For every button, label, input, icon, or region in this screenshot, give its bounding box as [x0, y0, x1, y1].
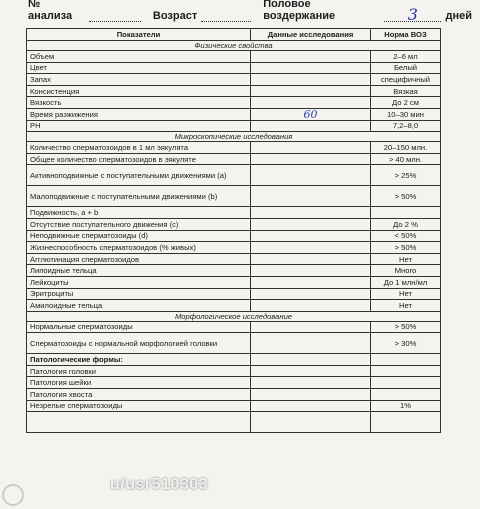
section-header-row: [27, 41, 441, 51]
section-header-row: [27, 132, 441, 142]
result-value: [251, 412, 371, 433]
result-value: [251, 377, 371, 389]
result-value: [251, 62, 371, 74]
who-norm-value: До 1 млн/мл: [371, 276, 441, 288]
analysis-number-field: [28, 0, 145, 22]
result-value: [251, 265, 371, 277]
who-norm-value: До 2 см: [371, 97, 441, 109]
table-row: [27, 62, 441, 74]
analysis-number-value: [89, 8, 141, 22]
result-value: [251, 389, 371, 401]
who-norm-value: [371, 389, 441, 401]
indicator-name: Незрелые сперматозоиды: [27, 400, 251, 412]
result-value: [251, 276, 371, 288]
indicator-name: Эритроциты: [27, 288, 251, 300]
table-row: [27, 276, 441, 288]
who-norm-value: 7,2–8,0: [371, 120, 441, 132]
result-value: [251, 218, 371, 230]
who-norm-value: 1%: [371, 400, 441, 412]
who-norm-value: Нет: [371, 288, 441, 300]
result-value: [251, 300, 371, 312]
who-norm-value: < 50%: [371, 230, 441, 242]
indicator-name: Патология хвоста: [27, 389, 251, 401]
indicator-name: Жизнеспособность сперматозоидов (% живых): [27, 242, 251, 254]
column-header-indicators: Показатели: [27, 29, 251, 41]
who-norm-value: [371, 354, 441, 366]
who-norm-value: > 40 млн.: [371, 153, 441, 165]
result-value: [251, 120, 371, 132]
indicator-name: Подвижность, a + b: [27, 207, 251, 219]
result-value: [251, 354, 371, 366]
result-value: [251, 321, 371, 333]
column-header-results: Данные исследования: [251, 29, 371, 41]
who-norm-value: > 50%: [371, 321, 441, 333]
abstinence-label: Половое воздержание: [263, 0, 336, 22]
result-value: [251, 242, 371, 254]
table-row: [27, 97, 441, 109]
indicator-name: Цвет: [27, 62, 251, 74]
table-row: [27, 186, 441, 207]
table-row: [27, 265, 441, 277]
who-norm-value: [371, 377, 441, 389]
result-value: [251, 253, 371, 265]
indicator-name: Сперматозоиды с нормальной морфологией головки: [27, 333, 251, 354]
section-title: Физические свойства: [27, 41, 441, 51]
days-label: дней: [445, 10, 472, 22]
watermark-text: u/usr510303: [110, 476, 209, 493]
column-header-who-norm: Норма ВОЗ: [371, 29, 441, 41]
who-norm-value: До 2 %: [371, 218, 441, 230]
table-row: [27, 288, 441, 300]
who-norm-value: [371, 207, 441, 219]
indicator-name: [27, 412, 251, 433]
table-row: [27, 218, 441, 230]
result-value: [251, 165, 371, 186]
watermark-logo-icon: [2, 484, 24, 506]
who-norm-value: [371, 365, 441, 377]
age-value: [201, 8, 251, 22]
indicator-name: Малоподвижные с поступательными движениями (b): [27, 186, 251, 207]
indicator-name: Патологические формы:: [27, 354, 251, 366]
table-row: [27, 85, 441, 97]
indicator-name: Агглютинация сперматозоидов: [27, 253, 251, 265]
who-norm-value: Нет: [371, 253, 441, 265]
indicator-name: Неподвижные сперматозоиды (d): [27, 230, 251, 242]
who-norm-value: [371, 412, 441, 433]
result-value: [251, 51, 371, 63]
result-value: [251, 74, 371, 86]
age-field: [153, 8, 255, 22]
age-label: Возраст: [152, 10, 198, 22]
section-header-row: [27, 311, 441, 321]
indicator-name: Время разжижения: [27, 108, 251, 120]
abstinence-field: [263, 0, 472, 22]
table-row: [27, 51, 441, 63]
indicator-name: Активноподвижные с поступательными движениями (a): [27, 165, 251, 186]
table-row: [27, 389, 441, 401]
table-row: [27, 142, 441, 154]
table-row: [27, 153, 441, 165]
table-row: [27, 412, 441, 433]
table-row: [27, 207, 441, 219]
indicator-name: Вязкость: [27, 97, 251, 109]
table-header-row: [27, 29, 441, 41]
indicator-name: Лейкоциты: [27, 276, 251, 288]
result-value: [251, 230, 371, 242]
who-norm-value: 2–6 мл: [371, 51, 441, 63]
indicator-name: Консистенция: [27, 85, 251, 97]
indicator-name: Липоидные тельца: [27, 265, 251, 277]
indicator-name: Количество сперматозоидов в 1 мл эякулята: [27, 142, 251, 154]
table-row: [27, 300, 441, 312]
who-norm-value: Белый: [371, 62, 441, 74]
who-norm-value: > 25%: [371, 165, 441, 186]
table-row: [27, 253, 441, 265]
result-value: 60: [251, 108, 371, 120]
who-norm-value: 20–150 млн.: [371, 142, 441, 154]
who-norm-value: > 50%: [371, 242, 441, 254]
table-row: [27, 333, 441, 354]
indicator-name: Объем: [27, 51, 251, 63]
table-row: [27, 400, 441, 412]
table-row: [27, 74, 441, 86]
table-row: [27, 321, 441, 333]
result-value: [251, 85, 371, 97]
table-row: [27, 377, 441, 389]
table-row: [27, 230, 441, 242]
table-row: [27, 108, 441, 120]
section-title: Морфологическое исследование: [27, 311, 441, 321]
result-value: [251, 186, 371, 207]
table-row: [27, 120, 441, 132]
indicator-name: Амилоидные тельца: [27, 300, 251, 312]
result-value: [251, 97, 371, 109]
who-norm-value: 10–30 мин: [371, 108, 441, 120]
spermogram-table: [26, 28, 441, 433]
indicator-name: Отсутствие поступательного движения (c): [27, 218, 251, 230]
result-value: [251, 207, 371, 219]
abstinence-value: 3: [384, 8, 441, 22]
section-title: Микроскопические исследования: [27, 132, 441, 142]
table-row: [27, 354, 441, 366]
who-norm-value: Вязкая: [371, 85, 441, 97]
who-norm-value: > 30%: [371, 333, 441, 354]
table-row: [27, 165, 441, 186]
who-norm-value: Нет: [371, 300, 441, 312]
indicator-name: Патология шейки: [27, 377, 251, 389]
who-norm-value: Много: [371, 265, 441, 277]
indicator-name: Запах: [27, 74, 251, 86]
table-row: [27, 242, 441, 254]
result-value: [251, 153, 371, 165]
result-value: [251, 142, 371, 154]
result-value: [251, 333, 371, 354]
who-norm-value: специфичный: [371, 74, 441, 86]
table-row: [27, 365, 441, 377]
indicator-name: Патология головки: [27, 365, 251, 377]
analysis-number-label: № анализа: [28, 0, 73, 22]
result-value: [251, 288, 371, 300]
indicator-name: Общее количество сперматозоидов в эякуляте: [27, 153, 251, 165]
result-value: [251, 365, 371, 377]
table-body: [27, 41, 441, 433]
form-header: [0, 0, 480, 28]
indicator-name: PH: [27, 120, 251, 132]
result-value: [251, 400, 371, 412]
indicator-name: Нормальные сперматозоиды: [27, 321, 251, 333]
who-norm-value: > 50%: [371, 186, 441, 207]
